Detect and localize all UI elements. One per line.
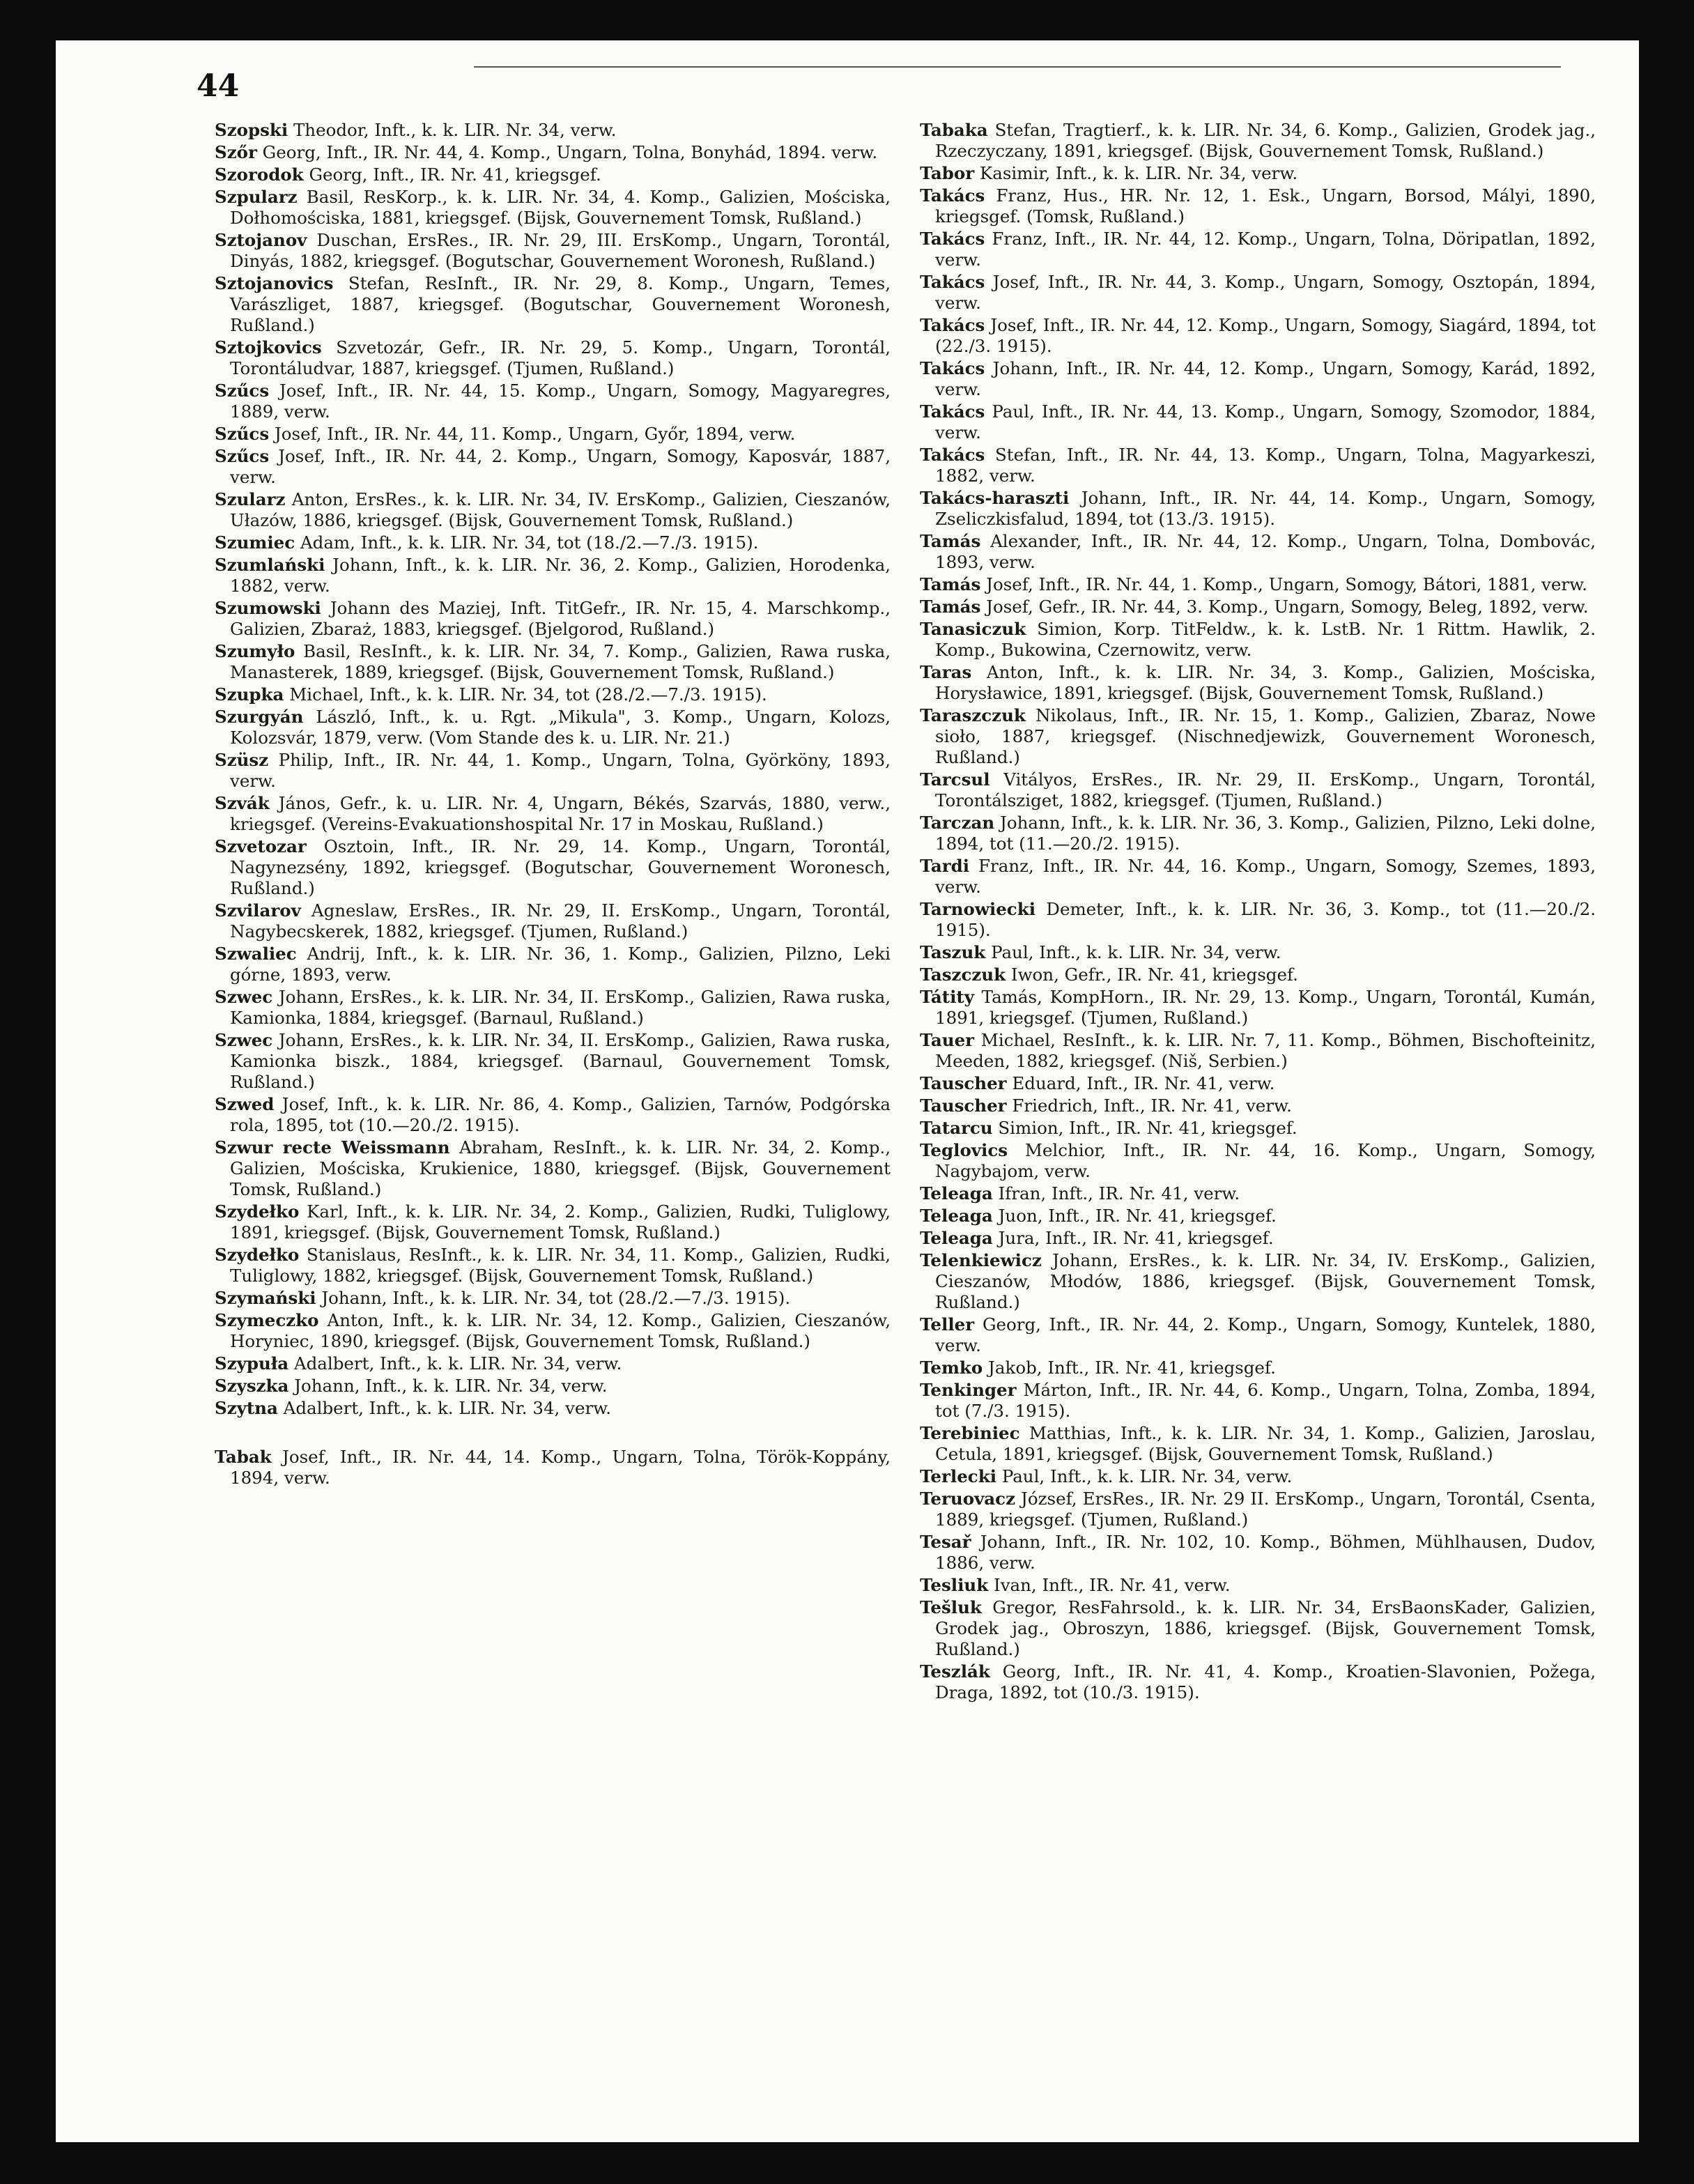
entry-details: Johann, Inft., IR. Nr. 102, 10. Komp., Böhmen, Mühlhausen, Dudov, 1886, verw.: [935, 1532, 1596, 1573]
list-item: [215, 684, 891, 705]
list-item: [920, 1314, 1596, 1356]
list-item: [920, 705, 1596, 768]
entry-surname: Szumlański: [215, 555, 325, 575]
entry-details: Michael, Inft., k. k. LIR. Nr. 34, tot (28./2.—7./3. 1915).: [289, 684, 767, 705]
entry-surname: Szurgyán: [215, 707, 304, 727]
entry-details: Karl, Inft., k. k. LIR. Nr. 34, 2. Komp., Galizien, Rudki, Tuliglowy, 1891, kriegsgef. (Bijsk, Gouvernement Tomsk, Rußland.): [230, 1201, 891, 1243]
entry-surname: Teller: [920, 1314, 975, 1335]
entry-surname: Szwed: [215, 1094, 275, 1114]
list-item: [920, 1030, 1596, 1072]
entry-surname: Takács: [920, 185, 985, 206]
entry-surname: Szumiec: [215, 532, 295, 553]
entry-details: Stefan, Tragtierf., k. k. LIR. Nr. 34, 6. Komp., Galizien, Grodek jag., Rzeczyczany, 1891, kriegsgef. (Bijsk, Gouvernement Tomsk, Rußland.): [935, 120, 1596, 161]
entry-details: Alexander, Inft., IR. Nr. 44, 12. Komp., Ungarn, Tolna, Dombovác, 1893, verw.: [935, 531, 1596, 572]
entry-details: Josef, Inft., IR. Nr. 44, 14. Komp., Ungarn, Tolna, Török-Koppány, 1894, verw.: [230, 1447, 891, 1488]
list-item: [920, 987, 1596, 1029]
entry-surname: Szűcs: [215, 446, 270, 466]
list-item: [920, 120, 1596, 162]
list-item: [920, 163, 1596, 184]
list-item: [920, 769, 1596, 811]
entry-details: Basil, ResInft., k. k. LIR. Nr. 34, 7. Komp., Galizien, Rawa ruska, Manasterek, 1889, kriegsgef. (Bijsk, Gouvernement Tomsk, Rußland.): [230, 641, 891, 682]
entry-details: Duschan, ErsRes., IR. Nr. 29, III. ErsKomp., Ungarn, Torontál, Dinyás, 1882, kriegsgef. (Bogutschar, Gouvernement Woronesh, Rußland.): [230, 230, 891, 271]
list-item: [920, 531, 1596, 573]
list-item: [920, 1073, 1596, 1094]
entry-details: Philip, Inft., IR. Nr. 44, 1. Komp., Ungarn, Tolna, Györköny, 1893, verw.: [230, 750, 891, 791]
entry-surname: Szymeczko: [215, 1310, 319, 1330]
list-item: [215, 1245, 891, 1286]
list-item: [920, 856, 1596, 898]
list-item: [920, 662, 1596, 704]
entry-surname: Szpularz: [215, 187, 298, 207]
list-item: [215, 337, 891, 379]
entry-details: Franz, Inft., IR. Nr. 44, 16. Komp., Ungarn, Somogy, Szemes, 1893, verw.: [935, 856, 1596, 897]
list-item: [920, 942, 1596, 963]
entry-details: Gregor, ResFahrsold., k. k. LIR. Nr. 34, ErsBaonsKader, Galizien, Grodek jag., Obroszyn, 1886, kriegsgef. (Bijsk, Gouvernement Tomsk, Rußland.): [935, 1597, 1596, 1659]
entry-surname: Teleaga: [920, 1183, 993, 1203]
entry-surname: Tanasiczuk: [920, 619, 1026, 639]
entry-surname: Taszczuk: [920, 964, 1006, 985]
entry-details: Josef, Inft., IR. Nr. 44, 3. Komp., Ungarn, Somogy, Osztopán, 1894, verw.: [935, 272, 1596, 313]
entry-details: Georg, Inft., IR. Nr. 44, 4. Komp., Ungarn, Tolna, Bonyhád, 1894. verw.: [262, 142, 878, 162]
list-item: [215, 1288, 891, 1309]
entry-details: Ifran, Inft., IR. Nr. 41, verw.: [998, 1183, 1240, 1203]
entry-details: Eduard, Inft., IR. Nr. 41, verw.: [1012, 1073, 1275, 1093]
entry-details: Osztoin, Inft., IR. Nr. 29, 14. Komp., Ungarn, Torontál, Nagynezsény, 1892, kriegsgef. (Bogutschar, Gouvernement Woronesch, Rußland.): [230, 836, 891, 898]
entry-surname: Takács: [920, 315, 985, 335]
entry-details: Josef, Inft., IR. Nr. 44, 11. Komp., Ungarn, Győr, 1894, verw.: [274, 424, 796, 444]
list-item: [215, 987, 891, 1029]
entry-details: János, Gefr., k. u. LIR. Nr. 4, Ungarn, Békés, Szarvás, 1880, verw., kriegsgef. (Vereins-Evakuationshospital Nr. 17 in Moskau, Rußland.): [230, 793, 891, 834]
list-item: [920, 315, 1596, 357]
list-item: [920, 1358, 1596, 1378]
scan-border: [1639, 40, 1694, 2142]
entry-details: Tamás, KompHorn., IR. Nr. 29, 13. Komp., Ungarn, Torontál, Kumán, 1891, kriegsgef. (Tjumen, Rußland.): [935, 987, 1596, 1028]
entry-details: Michael, ResInft., k. k. LIR. Nr. 7, 11. Komp., Böhmen, Bischofteinitz, Meeden, 1882, kriegsgef. (Niš, Serbien.): [935, 1030, 1596, 1071]
entry-details: Simion, Inft., IR. Nr. 41, kriegsgef.: [998, 1118, 1298, 1138]
entry-details: Stefan, ResInft., IR. Nr. 29, 8. Komp., Ungarn, Temes, Varászliget, 1887, kriegsgef. (Bogutschar, Gouvernement Woronesh, Rußland.): [230, 273, 891, 335]
list-item: [215, 1094, 891, 1136]
list-item: [215, 793, 891, 835]
list-item: [215, 750, 891, 792]
entry-details: Stefan, Inft., IR. Nr. 44, 13. Komp., Ungarn, Tolna, Magyarkeszi, 1882, verw.: [935, 445, 1596, 486]
entry-details: Jakob, Inft., IR. Nr. 41, kriegsgef.: [988, 1358, 1276, 1378]
entry-details: Melchior, Inft., IR. Nr. 44, 16. Komp., Ungarn, Somogy, Nagybajom, verw.: [935, 1140, 1596, 1181]
entry-surname: Szydełko: [215, 1201, 300, 1222]
entry-details: Szvetozár, Gefr., IR. Nr. 29, 5. Komp., Ungarn, Torontál, Torontáludvar, 1887, kriegsgef. (Tjumen, Rußland.): [230, 337, 891, 378]
entry-surname: Tabaka: [920, 120, 988, 140]
list-item: [920, 1575, 1596, 1596]
entry-details: Demeter, Inft., k. k. LIR. Nr. 36, 3. Komp., tot (11.—20./2. 1915).: [935, 899, 1596, 940]
entry-surname: Szypuła: [215, 1353, 289, 1374]
entry-surname: Tatarcu: [920, 1118, 993, 1138]
entry-surname: Tamás: [920, 597, 981, 617]
entry-details: Simion, Korp. TitFeldw., k. k. LstB. Nr. 1 Rittm. Hawlik, 2. Komp., Bukowina, Czernowitz, verw.: [935, 619, 1596, 660]
entry-surname: Teleaga: [920, 1206, 993, 1226]
entry-surname: Tauscher: [920, 1095, 1007, 1116]
entry-details: Josef, Inft., IR. Nr. 44, 2. Komp., Ungarn, Somogy, Kaposvár, 1887, verw.: [230, 446, 891, 487]
list-item: [920, 1183, 1596, 1204]
entry-surname: Szymański: [215, 1288, 316, 1308]
entry-surname: Tesař: [920, 1532, 971, 1552]
entry-surname: Szularz: [215, 489, 286, 509]
entry-details: Josef, Inft., IR. Nr. 44, 15. Komp., Ungarn, Somogy, Magyaregres, 1889, verw.: [230, 380, 891, 422]
entry-details: Jura, Inft., IR. Nr. 41, kriegsgef.: [998, 1228, 1274, 1248]
entry-details: Andrij, Inft., k. k. LIR. Nr. 36, 1. Komp., Galizien, Pilzno, Leki górne, 1893, verw.: [230, 944, 891, 985]
list-item: [215, 1310, 891, 1352]
list-item: [215, 187, 891, 229]
entry-details: László, Inft., k. u. Rgt. „Mikula", 3. Komp., Ungarn, Kolozs, Kolozsvár, 1879, verw. (Vom Stande des k. u. LIR. Nr. 21.): [230, 707, 891, 748]
header-rule: [474, 66, 1561, 68]
entry-surname: Takács: [920, 358, 985, 378]
entry-surname: Taras: [920, 662, 972, 682]
entry-surname: Szumyło: [215, 641, 295, 661]
list-item: [920, 1228, 1596, 1249]
entry-details: Nikolaus, Inft., IR. Nr. 15, 1. Komp., Galizien, Zbaraz, Nowe sioło, 1887, kriegsgef. (Nischnedjewizk, Gouvernement Woronesch, Rußland.): [935, 705, 1596, 767]
entry-surname: Szopski: [215, 120, 288, 140]
entry-surname: Taraszczuk: [920, 705, 1026, 725]
list-item: [215, 1201, 891, 1243]
list-item: [215, 1376, 891, 1397]
list-item: [920, 1489, 1596, 1530]
list-item: [920, 185, 1596, 227]
list-item: [920, 488, 1596, 530]
list-item: [215, 1137, 891, 1200]
list-item: [215, 446, 891, 488]
entry-surname: Tabak: [215, 1447, 272, 1467]
entry-surname: Szvák: [215, 793, 270, 813]
entry-surname: Tešluk: [920, 1597, 982, 1617]
list-item: [215, 641, 891, 683]
entry-surname: Szőr: [215, 142, 257, 162]
entry-details: Georg, Inft., IR. Nr. 41, kriegsgef.: [309, 164, 601, 185]
entry-details: Ivan, Inft., IR. Nr. 41, verw.: [994, 1575, 1231, 1595]
list-item: [920, 1118, 1596, 1139]
entry-details: Stanislaus, ResInft., k. k. LIR. Nr. 34, 11. Komp., Galizien, Rudki, Tuliglowy, 1882, kriegsgef. (Bijsk, Gouvernement Tomsk, Rußland.): [230, 1245, 891, 1286]
entry-details: Franz, Hus., HR. Nr. 12, 1. Esk., Ungarn, Borsod, Mályi, 1890, kriegsgef. (Tomsk, Rußland.): [935, 185, 1596, 226]
entry-surname: Takács-haraszti: [920, 488, 1070, 508]
entry-details: Anton, Inft., k. k. LIR. Nr. 34, 3. Komp., Galizien, Mościska, Horysławice, 1891, kriegsgef. (Bijsk, Gouvernement Tomsk, Rußland.): [935, 662, 1596, 703]
entry-details: Johann, Inft., k. k. LIR. Nr. 36, 2. Komp., Galizien, Horodenka, 1882, verw.: [230, 555, 891, 596]
list-item: [215, 836, 891, 899]
entry-details: Josef, Inft., k. k. LIR. Nr. 86, 4. Komp., Galizien, Tarnów, Podgórska rola, 1895, tot (10.—20./2. 1915).: [230, 1094, 891, 1135]
entry-details: Johann, Inft., k. k. LIR. Nr. 34, verw.: [294, 1376, 608, 1396]
list-item: [215, 424, 891, 445]
entry-details: Johann, ErsRes., k. k. LIR. Nr. 34, II. ErsKomp., Galizien, Rawa ruska, Kamionka biszk., 1884, kriegsgef. (Barnaul, Gouvernement Tomsk, Rußland.): [230, 1030, 891, 1092]
list-item: [920, 445, 1596, 486]
entry-surname: Szvilarov: [215, 900, 301, 921]
list-item: [215, 120, 891, 141]
entry-surname: Sztojkovics: [215, 337, 322, 357]
list-item: [920, 1380, 1596, 1422]
list-item: [920, 574, 1596, 595]
entry-details: Theodor, Inft., k. k. LIR. Nr. 34, verw.: [293, 120, 617, 140]
list-item: [920, 964, 1596, 985]
entry-details: Johann, Inft., IR. Nr. 44, 12. Komp., Ungarn, Somogy, Karád, 1892, verw.: [935, 358, 1596, 399]
entry-surname: Teruovacz: [920, 1489, 1016, 1509]
entry-surname: Tauer: [920, 1030, 975, 1050]
list-item: [215, 707, 891, 748]
list-item: [920, 1095, 1596, 1116]
right-column: [920, 120, 1596, 1705]
list-item: [920, 358, 1596, 400]
list-item: [920, 597, 1596, 617]
list-item: [920, 813, 1596, 854]
entry-surname: Takács: [920, 229, 985, 249]
entry-surname: Telenkiewicz: [920, 1250, 1042, 1270]
entry-surname: Szyszka: [215, 1376, 289, 1396]
entry-surname: Szydełko: [215, 1245, 300, 1265]
entry-surname: Tarnowiecki: [920, 899, 1036, 919]
entry-surname: Teleaga: [920, 1228, 993, 1248]
entry-surname: Szumowski: [215, 598, 321, 618]
list-item: [215, 532, 891, 553]
entry-details: Paul, Inft., k. k. LIR. Nr. 34, verw.: [991, 942, 1281, 962]
list-item: [215, 598, 891, 640]
entry-surname: Tamás: [920, 531, 981, 551]
entry-surname: Tauscher: [920, 1073, 1007, 1093]
entry-surname: Taszuk: [920, 942, 986, 962]
entry-surname: Tátity: [920, 987, 974, 1007]
entry-details: Johann, Inft., IR. Nr. 44, 14. Komp., Ungarn, Somogy, Zseliczkisfalud, 1894, tot (13./3. 1915).: [935, 488, 1596, 529]
entry-surname: Tamás: [920, 574, 981, 594]
list-item: [920, 272, 1596, 314]
entry-surname: Sztojanov: [215, 230, 307, 250]
list-item: [920, 1250, 1596, 1313]
entry-surname: Szorodok: [215, 164, 304, 185]
left-column: [215, 120, 891, 1490]
entry-details: Anton, ErsRes., k. k. LIR. Nr. 34, IV. ErsKomp., Galizien, Cieszanów, Ułazów, 1886, kriegsgef. (Bijsk, Gouvernement Tomsk, Rußland.): [230, 489, 891, 530]
list-item: [215, 555, 891, 597]
list-item: [920, 899, 1596, 941]
list-item: [215, 273, 891, 336]
list-item: [920, 1466, 1596, 1487]
list-item: [215, 1353, 891, 1374]
list-item: [920, 1140, 1596, 1182]
entry-surname: Tarcsul: [920, 769, 990, 790]
entry-details: Georg, Inft., IR. Nr. 44, 2. Komp., Ungarn, Somogy, Kuntelek, 1880, verw.: [935, 1314, 1596, 1355]
entry-details: Josef, Gefr., IR. Nr. 44, 3. Komp., Ungarn, Somogy, Beleg, 1892, verw.: [986, 597, 1589, 617]
entry-details: Juon, Inft., IR. Nr. 41, kriegsgef.: [998, 1206, 1277, 1226]
entry-surname: Szűcs: [215, 380, 270, 401]
entry-details: Paul, Inft., IR. Nr. 44, 13. Komp., Ungarn, Somogy, Szomodor, 1884, verw.: [935, 401, 1596, 443]
entry-surname: Szwec: [215, 1030, 273, 1050]
entry-details: Johann, ErsRes., k. k. LIR. Nr. 34, IV. ErsKomp., Galizien, Cieszanów, Młodów, 1886, kriegsgef. (Bijsk, Gouvernement Tomsk, Rußland.): [935, 1250, 1596, 1312]
entry-surname: Tardi: [920, 856, 970, 876]
list-item: [920, 619, 1596, 661]
entry-surname: Terlecki: [920, 1466, 997, 1486]
entry-surname: Tabor: [920, 163, 975, 183]
entry-surname: Tesliuk: [920, 1575, 989, 1595]
entry-details: Agneslaw, ErsRes., IR. Nr. 29, II. ErsKomp., Ungarn, Torontál, Nagybecskerek, 1882, kriegsgef. (Tjumen, Rußland.): [230, 900, 891, 941]
entry-details: Vitályos, ErsRes., IR. Nr. 29, II. ErsKomp., Ungarn, Torontál, Torontálsziget, 1882, kriegsgef. (Tjumen, Rußland.): [935, 769, 1596, 810]
entry-details: Josef, Inft., IR. Nr. 44, 1. Komp., Ungarn, Somogy, Bátori, 1881, verw.: [986, 574, 1587, 594]
list-item: [215, 230, 891, 272]
entry-surname: Szvetozar: [215, 836, 307, 856]
entry-details: Iwon, Gefr., IR. Nr. 41, kriegsgef.: [1010, 964, 1298, 985]
entry-surname: Teglovics: [920, 1140, 1008, 1160]
entry-details: Adalbert, Inft., k. k. LIR. Nr. 34, verw.: [293, 1353, 622, 1374]
entry-surname: Takács: [920, 272, 985, 292]
entry-surname: Takács: [920, 445, 985, 465]
entry-surname: Takács: [920, 401, 985, 422]
list-item: [215, 1030, 891, 1093]
list-item: [920, 1423, 1596, 1465]
entry-surname: Szwec: [215, 987, 273, 1007]
list-item: [215, 900, 891, 942]
list-item: [920, 1532, 1596, 1574]
entry-details: Johann, Inft., k. k. LIR. Nr. 34, tot (28./2.—7./3. 1915).: [321, 1288, 791, 1308]
entry-surname: Szwaliec: [215, 944, 297, 964]
entry-details: Abraham, ResInft., k. k. LIR. Nr. 34, 2. Komp., Galizien, Mościska, Krukienice, 1880, kriegsgef. (Bijsk, Gouvernement Tomsk, Rußland.): [230, 1137, 891, 1199]
list-item: [920, 1206, 1596, 1226]
entry-surname: Szytna: [215, 1398, 278, 1418]
list-item: [920, 229, 1596, 270]
list-item: [215, 489, 891, 531]
list-item: [215, 142, 891, 163]
entry-surname: Szupka: [215, 684, 284, 705]
entry-details: Josef, Inft., IR. Nr. 44, 12. Komp., Ungarn, Somogy, Siagárd, 1894, tot (22./3. 1915).: [935, 315, 1596, 356]
entry-details: Matthias, Inft., k. k. LIR. Nr. 34, 1. Komp., Galizien, Jaroslau, Cetula, 1891, kriegsgef. (Bijsk, Gouvernement Tomsk, Rußland.): [935, 1423, 1596, 1464]
entry-details: József, ErsRes., IR. Nr. 29 II. ErsKomp., Ungarn, Torontál, Csenta, 1889, kriegsgef. (Tjumen, Rußland.): [935, 1489, 1596, 1530]
entry-details: Johann, ErsRes., k. k. LIR. Nr. 34, II. ErsKomp., Galizien, Rawa ruska, Kamionka, 1884, kriegsgef. (Barnaul, Rußland.): [230, 987, 891, 1028]
list-item: [215, 944, 891, 985]
entry-details: Kasimir, Inft., k. k. LIR. Nr. 34, verw.: [979, 163, 1298, 183]
entry-details: Georg, Inft., IR. Nr. 41, 4. Komp., Kroatien-Slavonien, Požega, Draga, 1892, tot (10./3. 1915).: [935, 1661, 1596, 1702]
entry-surname: Tenkinger: [920, 1380, 1017, 1400]
entry-details: Johann des Maziej, Inft. TitGefr., IR. Nr. 15, 4. Marschkomp., Galizien, Zbaraż, 1883, kriegsgef. (Bjelgorod, Rußland.): [230, 598, 891, 639]
list-item: [920, 401, 1596, 443]
entry-surname: Szüsz: [215, 750, 269, 770]
entry-surname: Szwur recte Weissmann: [215, 1137, 450, 1158]
entry-details: Adam, Inft., k. k. LIR. Nr. 34, tot (18./2.—7./3. 1915).: [300, 532, 759, 553]
entry-details: Adalbert, Inft., k. k. LIR. Nr. 34, verw.: [283, 1398, 612, 1418]
list-item: [215, 1398, 891, 1419]
list-item: [215, 164, 891, 185]
entry-surname: Sztojanovics: [215, 273, 334, 293]
list-item: [215, 1447, 891, 1489]
list-item: [920, 1597, 1596, 1660]
entry-surname: Tarczan: [920, 813, 995, 833]
entry-details: Friedrich, Inft., IR. Nr. 41, verw.: [1012, 1095, 1292, 1116]
entry-surname: Szűcs: [215, 424, 270, 444]
entry-details: Basil, ResKorp., k. k. LIR. Nr. 34, 4. Komp., Galizien, Mościska, Dołhomościska, 1881, kriegsgef. (Bijsk, Gouvernement Tomsk, Rußland.): [230, 187, 891, 228]
entry-details: Anton, Inft., k. k. LIR. Nr. 34, 12. Komp., Galizien, Cieszanów, Horyniec, 1890, kriegsgef. (Bijsk, Gouvernement Tomsk, Rußland.): [230, 1310, 891, 1351]
entry-details: Paul, Inft., k. k. LIR. Nr. 34, verw.: [1001, 1466, 1293, 1486]
page-number: 44: [197, 68, 240, 104]
entry-details: Johann, Inft., k. k. LIR. Nr. 36, 3. Komp., Galizien, Pilzno, Leki dolne, 1894, tot (11.—20./2. 1915).: [935, 813, 1596, 854]
entry-surname: Teszlák: [920, 1661, 990, 1682]
list-item: [920, 1661, 1596, 1703]
entry-details: Franz, Inft., IR. Nr. 44, 12. Komp., Ungarn, Tolna, Döripatlan, 1892, verw.: [935, 229, 1596, 270]
entry-details: Márton, Inft., IR. Nr. 44, 6. Komp., Ungarn, Tolna, Zomba, 1894, tot (7./3. 1915).: [935, 1380, 1596, 1421]
entry-surname: Terebiniec: [920, 1423, 1020, 1443]
entry-surname: Temko: [920, 1358, 983, 1378]
list-item: [215, 380, 891, 422]
